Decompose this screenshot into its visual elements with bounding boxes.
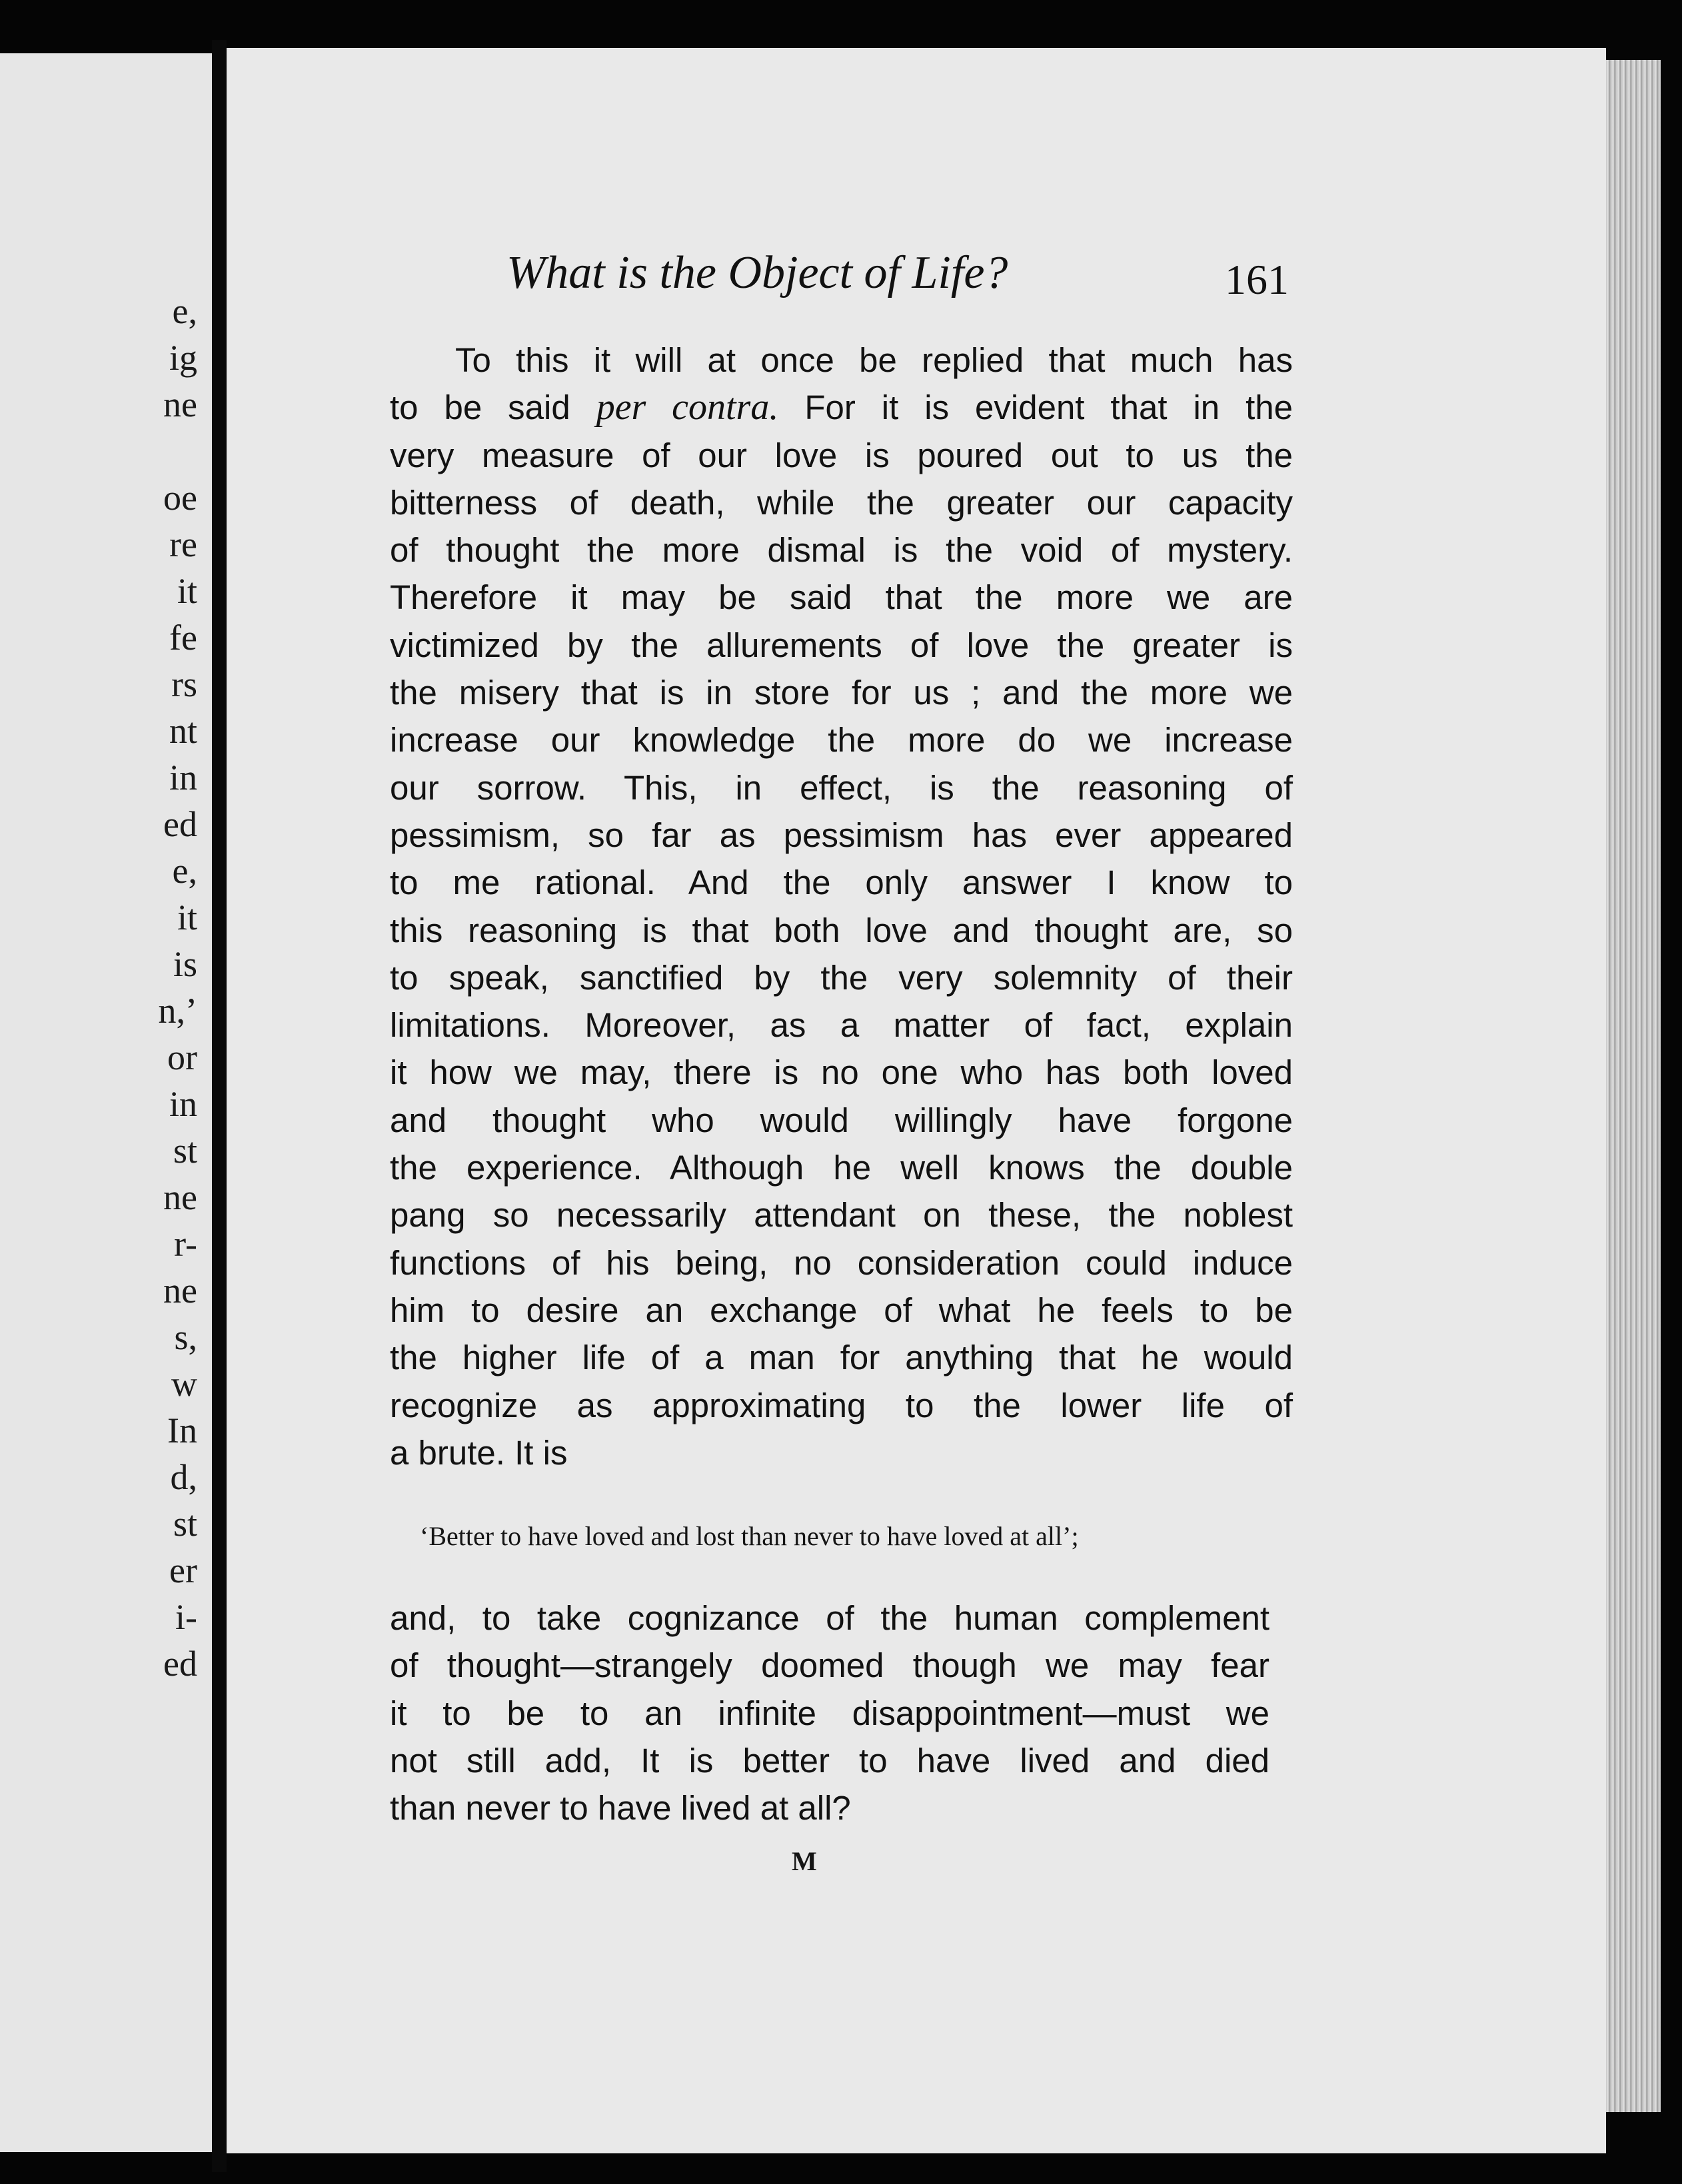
text-line: a brute. It is bbox=[390, 1433, 568, 1472]
text-line: it to be to an infinite disappointment—must we bbox=[390, 1694, 1269, 1732]
text-line: victimized by the allurements of love the greater is bbox=[390, 626, 1293, 664]
facing-page-fragment: or bbox=[167, 1037, 197, 1077]
facing-page-fragment: r- bbox=[174, 1224, 197, 1264]
facing-page-fragment: nt bbox=[169, 711, 197, 751]
text-line: it how we may, there is no one who has both loved bbox=[390, 1053, 1293, 1092]
facing-page-fragment: i- bbox=[175, 1597, 197, 1637]
facing-page-fragment: it bbox=[177, 897, 197, 937]
facing-page-fragment: ig bbox=[169, 338, 197, 378]
text-span: to be said bbox=[390, 388, 596, 427]
page-number: 161 bbox=[1225, 256, 1289, 303]
text-line: limitations. Moreover, as a matter of fact, explain bbox=[390, 1006, 1293, 1045]
page-edges bbox=[1606, 60, 1661, 2112]
text-line: and thought who would willingly have forgone bbox=[390, 1101, 1293, 1139]
text-line: recognize as approximating to the lower life of bbox=[390, 1386, 1293, 1424]
text-line: pessimism, so far as pessimism has ever appeared bbox=[390, 816, 1293, 854]
text-line: to speak, sanctified by the very solemnity of their bbox=[390, 958, 1293, 997]
facing-page-fragment: in bbox=[169, 1084, 197, 1124]
text-line: and, to take cognizance of the human complement bbox=[390, 1599, 1269, 1637]
facing-page-fragment: st bbox=[173, 1504, 197, 1544]
text-span: For it is evident that in the bbox=[778, 388, 1293, 427]
text-line: this reasoning is that both love and thought are, so bbox=[390, 911, 1293, 949]
text-line: pang so necessarily attendant on these, the noblest bbox=[390, 1196, 1293, 1235]
text-line: of thought the more dismal is the void of mystery. bbox=[390, 531, 1293, 570]
facing-page-fragment: in bbox=[169, 758, 197, 798]
book-gutter bbox=[212, 40, 227, 2172]
facing-page-fragment: st bbox=[173, 1131, 197, 1171]
text-line: of thought—strangely doomed though we may fear bbox=[390, 1646, 1269, 1685]
facing-page-fragment: In bbox=[167, 1410, 197, 1450]
block-quote: ‘Better to have loved and lost than never to have loved at all’; bbox=[420, 1521, 1079, 1551]
text-line: Therefore it may be said that the more we are bbox=[390, 578, 1293, 617]
text-line bbox=[390, 384, 1293, 431]
italic-phrase: per contra. bbox=[596, 386, 779, 428]
facing-page-fragment: is bbox=[173, 944, 197, 984]
facing-page-fragment: ne bbox=[163, 1271, 197, 1311]
text-line: the misery that is in store for us ; and the more we bbox=[390, 674, 1293, 712]
text-line: not still add, It is better to have lived and died bbox=[390, 1741, 1269, 1780]
running-head: What is the Object of Life? bbox=[506, 247, 1008, 298]
text-line: to me rational. And the only answer I know to bbox=[390, 863, 1293, 902]
paragraph-2 bbox=[390, 1594, 1269, 1832]
facing-page-fragment: e, bbox=[172, 851, 197, 891]
text-line: bitterness of death, while the greater our capacity bbox=[390, 483, 1293, 522]
facing-page-fragment: ne bbox=[163, 384, 197, 424]
facing-page-fragment: ed bbox=[163, 1644, 197, 1684]
text-line: our sorrow. This, in effect, is the reasoning of bbox=[390, 768, 1293, 807]
facing-page-fragment: fe bbox=[169, 618, 197, 658]
facing-page-fragment: n,’ bbox=[158, 991, 197, 1031]
paragraph-1 bbox=[390, 336, 1293, 1476]
facing-page-fragment: ed bbox=[163, 804, 197, 844]
text-line: the higher life of a man for anything that he would bbox=[390, 1339, 1293, 1377]
text-line: than never to have lived at all? bbox=[390, 1789, 851, 1828]
text-line: the experience. Although he well knows the double bbox=[390, 1149, 1293, 1187]
facing-page-fragment: er bbox=[169, 1550, 197, 1590]
text-line: functions of his being, no consideration could induce bbox=[390, 1243, 1293, 1282]
text-line: him to desire an exchange of what he feels to be bbox=[390, 1291, 1293, 1329]
facing-page-fragment: it bbox=[177, 571, 197, 611]
text-line: To this it will at once be replied that much has bbox=[455, 341, 1293, 379]
signature-mark: M bbox=[792, 1846, 817, 1876]
facing-page-fragment: s, bbox=[174, 1317, 197, 1357]
facing-page-fragment: w bbox=[171, 1364, 197, 1404]
text-line: increase our knowledge the more do we increase bbox=[390, 721, 1293, 760]
facing-page-fragment: oe bbox=[163, 478, 197, 518]
facing-page-fragment: ne bbox=[163, 1177, 197, 1217]
left-facing-page bbox=[0, 53, 212, 2152]
facing-page-fragment: re bbox=[169, 524, 197, 564]
facing-page-fragment: rs bbox=[171, 664, 197, 704]
facing-page-fragment: d, bbox=[170, 1457, 197, 1497]
facing-page-fragment: e, bbox=[172, 291, 197, 331]
text-line: very measure of our love is poured out to us the bbox=[390, 436, 1293, 474]
